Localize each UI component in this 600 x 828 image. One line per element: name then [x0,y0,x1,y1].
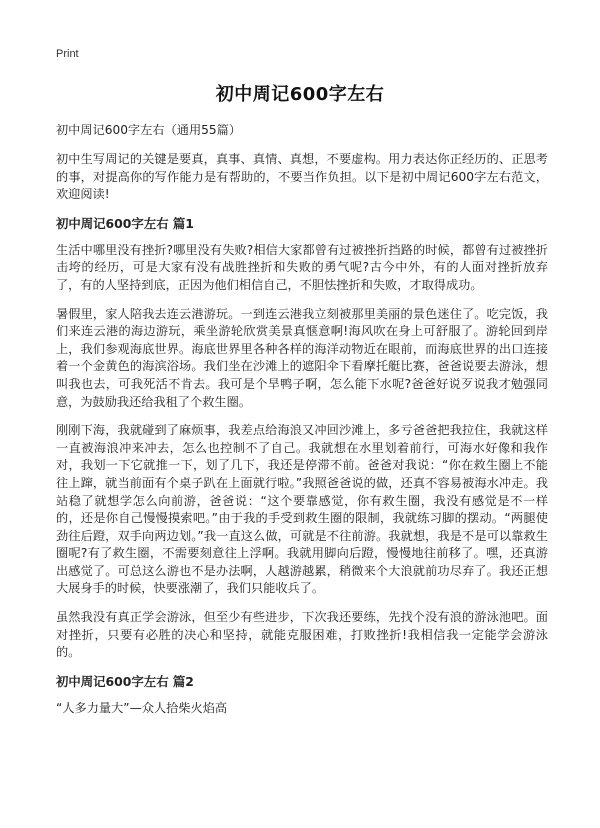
section-heading-1: 初中周记600字左右 篇1 [56,215,194,231]
document-title: 初中周记600字左右 [215,84,385,105]
intro-paragraph: 初中生写周记的关键是要真，真事、真情、真想，不要虚构。用力表达你正经历的、正思考的事，对提高你的写作能力是有帮助的，不要当作负担。以下是初中周记600字左右范文，欢迎阅读! [56,152,548,202]
section-1-paragraph-2: 暑假里，家人陪我去连云港游玩。一到连云港我立刻被那里美丽的景色迷住了。吃完饭，我们来连云港的海边游玩，乘坐游轮欣赏美景真惬意啊!海风吹在身上可舒服了。游轮回到岸上，我们参观海底世界。海底世界里各种各样的海洋动物近在眼前，而海底世界的出口连接着一个金黄色的海滨浴场。我们坐在沙滩上的遮阳伞下看摩托艇比赛，爸爸说要去游泳，想叫我也去，可我死活不肯去。我可是个旱鸭子啊，怎么能下水呢?爸爸好说歹说我才勉强同意，为鼓励我还给我租了个救生圈。 [56,306,548,409]
section-1-paragraph-1: 生活中哪里没有挫折?哪里没有失败?相信大家都曾有过被挫折挡路的时候，都曾有过被挫折击垮的经历，可是大家有没有战胜挫折和失败的勇气呢?古今中外，有的人面对挫折放弃了，有的人坚持到底，正因为他们相信自己，不胆怯挫折和失败，才取得成功。 [56,242,548,292]
section-heading-2: 初中周记600字左右 篇2 [56,673,194,689]
print-link[interactable]: Print [56,48,79,60]
section-1-paragraph-4: 虽然我没有真正学会游泳，但至少有些进步，下次我还要练，先找个没有浪的游泳池吧。面对挫折，只要有必胜的决心和坚持，就能克服困难，打败挫折!我相信我一定能学会游泳的。 [56,610,548,660]
section-1-paragraph-3: 刚刚下海，我就碰到了麻烦事，我差点给海浪又冲回沙滩上，多亏爸爸把我拉住，我就这样一直被海浪冲来冲去，怎么也控制不了自己。我就想在水里划着前行，可海水好像和我作对，我划一下它就推一下，划了几下，我还是停滞不前。爸爸对我说：“你在救生圈上不能往上蹿，就当前面有个桌子趴在上面就行啦。”我照爸爸说的做，还真不容易被海水冲走。我站稳了就想学怎么向前游，爸爸说：“这个要靠感觉，你有救生圈，我没有感觉是不一样的，还是你自己慢慢摸索吧。”由于我的手受到救生圈的限制，我就练习脚的摆动。“两腿使劲往后蹬，双手向两边划。”我一直这么做，可就是不往前游。我就想，我是不是可以靠救生圈呢?有了救生圈，不需要刻意往上浮啊。我就用脚向后蹬，慢慢地往前移了。嘿，还真游出感觉了。可总这么游也不是办法啊，人越游越累，稍微来个大浪就前功尽弃了。我还正想大展身手的时候，快要涨潮了，我们只能收兵了。 [56,423,548,596]
section-2-paragraph-1: “人多力量大”—众人拾柴火焰高 [56,700,228,715]
document-subtitle: 初中周记600字左右（通用55篇） [56,123,242,137]
document-body [56,121,548,728]
